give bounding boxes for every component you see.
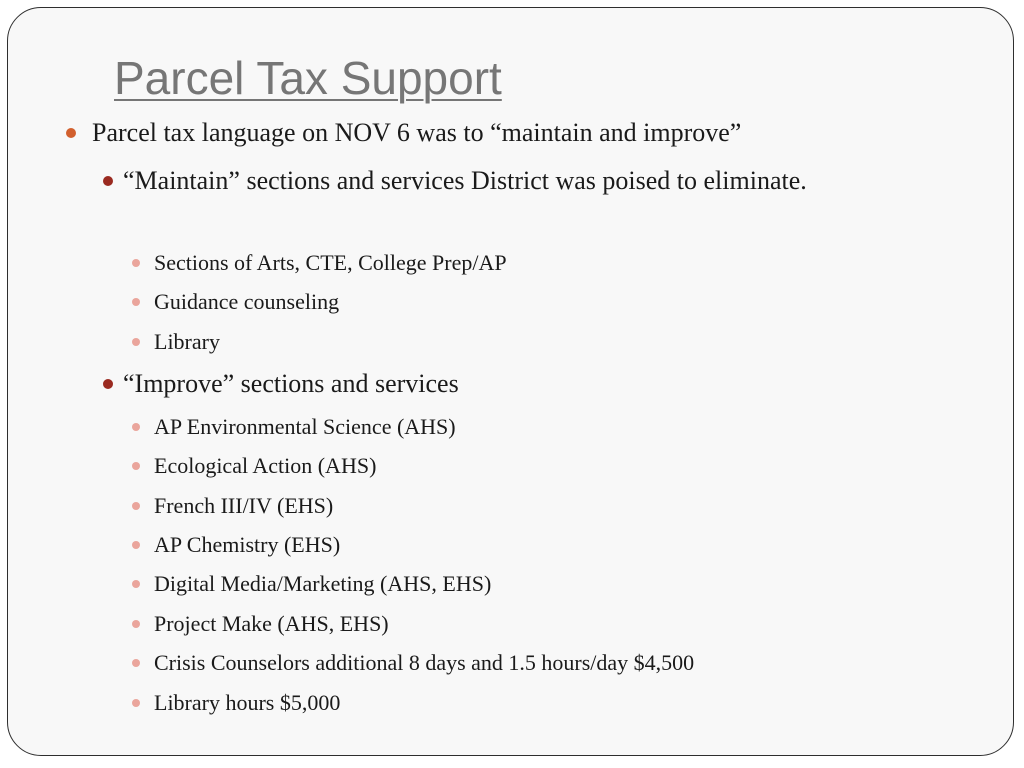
bullet-dot-icon: [132, 659, 140, 667]
bullet-dot-icon: [132, 620, 140, 628]
bullet-level1-text: Parcel tax language on NOV 6 was to “maintain and improve”: [92, 118, 742, 147]
bullet-dot-icon: [132, 259, 140, 267]
bullet-level3-text: Sections of Arts, CTE, College Prep/AP: [154, 250, 507, 275]
bullet-dot-icon: [132, 502, 140, 510]
bullet-level3-text: Digital Media/Marketing (AHS, EHS): [154, 571, 492, 596]
bullet-dot-icon: [103, 379, 113, 389]
bullet-level3-text: Library hours $5,000: [154, 690, 341, 715]
bullet-level3-text: AP Chemistry (EHS): [154, 532, 341, 557]
bullet-level2-text: “Improve” sections and services: [123, 369, 459, 398]
bullet-dot-icon: [66, 128, 76, 138]
bullet-dot-icon: [132, 423, 140, 431]
bullet-level3-text: Ecological Action (AHS): [154, 453, 377, 478]
bullet-level3-text: AP Environmental Science (AHS): [154, 414, 456, 439]
bullet-level3-text: Crisis Counselors additional 8 days and 1.5 hours/day $4,500: [154, 650, 695, 675]
bullet-level2-text: “Maintain” sections and services District was poised to eliminate.: [123, 166, 807, 195]
bullet-dot-icon: [132, 580, 140, 588]
bullet-dot-icon: [132, 462, 140, 470]
bullet-dot-icon: [132, 699, 140, 707]
bullet-level3-text: Library: [154, 329, 220, 354]
bullet-dot-icon: [132, 338, 140, 346]
bullet-level3-text: Guidance counseling: [154, 289, 340, 314]
bullet-dot-icon: [132, 541, 140, 549]
bullet-dot-icon: [132, 298, 140, 306]
slide-title: Parcel Tax Support: [114, 52, 502, 104]
bullet-level3-text: Project Make (AHS, EHS): [154, 611, 389, 636]
bullet-level3-text: French III/IV (EHS): [154, 493, 334, 518]
bullet-dot-icon: [103, 176, 113, 186]
